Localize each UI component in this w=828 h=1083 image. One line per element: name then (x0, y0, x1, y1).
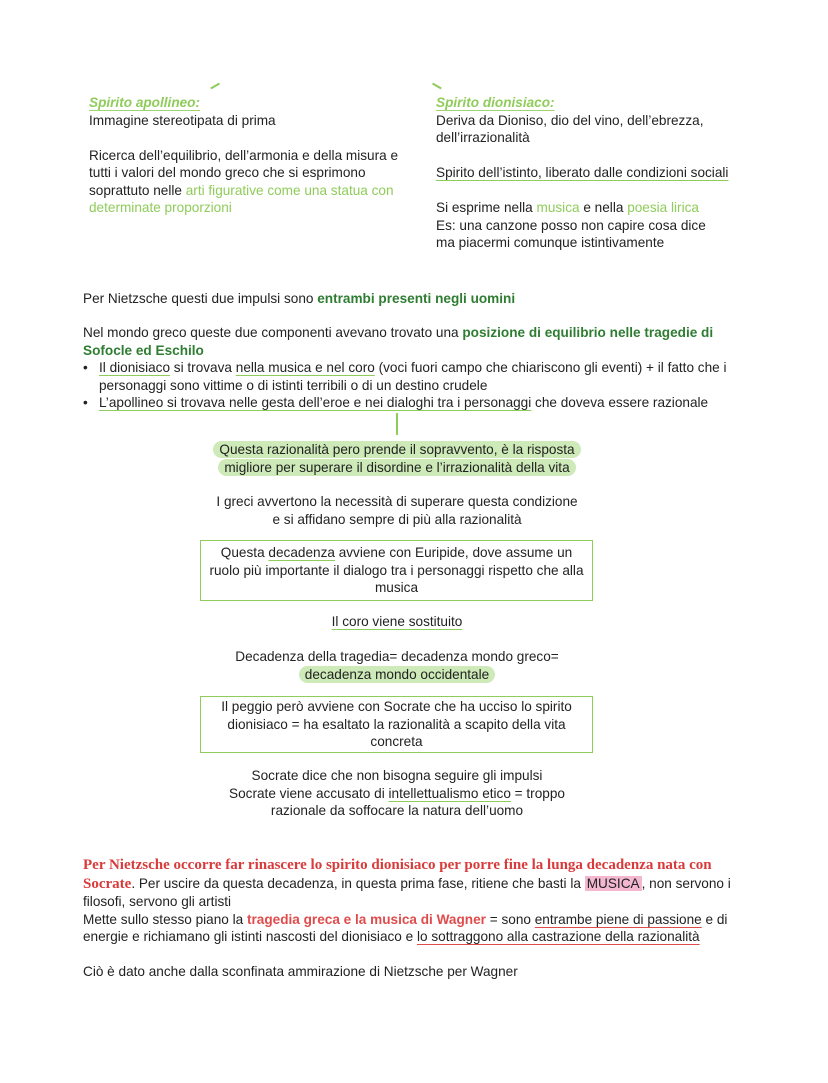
decor-tick-left (210, 83, 219, 89)
final-p2-a: Mette sullo stesso piano la (83, 911, 247, 927)
final-section (83, 856, 748, 981)
final-p1-rest: , non servono i filosofi, servono gli artisti (83, 875, 731, 909)
final-p2-passione: entrambe piene di passione (534, 911, 702, 927)
decadenza-highlight: decadenza mondo occidentale (299, 666, 495, 683)
final-musica: MUSICA (586, 875, 640, 891)
socrate-line-2-c: = troppo (510, 785, 565, 801)
dionisiaco-p3-text: Si esprime nella (436, 200, 537, 215)
final-p2-wagner: tragedia greca e la musica di Wagner (246, 911, 486, 927)
bullet-1-subject: Il dionisiaco (99, 360, 171, 375)
final-p2-e: e di energie e richiamano gli istinti nascosti del dionisiaco e (83, 911, 728, 944)
dionisiaco-para3 (436, 199, 736, 217)
dionisiaco-section (436, 94, 736, 252)
dionisiaco-example-1: Es: una canzone posso non capire cosa dice (436, 217, 706, 233)
socrate-box (200, 696, 593, 753)
apollineo-section (89, 94, 399, 217)
bullet-1-highlight: nella musica e nel coro (235, 360, 375, 375)
coro-line (198, 613, 596, 631)
greek-paragraph (83, 324, 763, 359)
apollineo-line1: Immagine stereotipata di prima (89, 112, 276, 128)
nietzsche-line (83, 290, 515, 308)
nietzsche-text: Per Nietzsche questi due impulsi sono (83, 291, 318, 306)
highlight-text-2: migliore per superare il disordine e l’irrazionalità della vita (218, 459, 575, 476)
bullet-1-text: si trovava (170, 360, 236, 375)
euripide-decadenza: decadenza (268, 545, 335, 560)
decadenza-block (198, 648, 596, 683)
greek-text: Nel mondo greco queste due componenti avevano trovato una (83, 325, 463, 340)
dionisiaco-example-2: ma piacermi comunque istintivamente (436, 235, 665, 250)
bullet-2-highlight: L’apollineo si trovava nelle gesta dell’eroe e nei dialoghi tra i personaggi (99, 395, 532, 410)
euripide-text-a: Questa (220, 545, 269, 560)
decor-tick-right (432, 83, 441, 89)
bullet-text (99, 359, 773, 394)
bullet-dot: • (83, 395, 88, 410)
greci-line-2: e si affidano sempre di più alla razionalità (272, 511, 522, 527)
final-paragraph-2 (83, 911, 748, 946)
greek-highlight: posizione di equilibrio nelle tragedie di Sofocle ed Eschilo (83, 325, 714, 358)
apollineo-paragraph (89, 147, 399, 217)
highlight-line-1 (198, 441, 596, 459)
bullet-item-apollineo (83, 394, 773, 412)
euripide-text (205, 544, 588, 597)
apollineo-highlight: arti figurative come una statua con determinate proporzioni (89, 182, 394, 215)
bullet-list (83, 359, 773, 412)
dionisiaco-title: Spirito dionisiaco: (436, 95, 555, 110)
final-paragraph-1 (83, 856, 748, 911)
final-p2-c: = sono (485, 911, 535, 927)
apollineo-text: Ricerca dell’equilibrio, dell’armonia e della misura e tutti i valori del mondo greco che si esprimono soprattuto nelle (89, 147, 399, 198)
socrate-line-1: Socrate dice che non bisogna seguire gli impulsi (251, 768, 543, 783)
final-paragraph-3: Ciò è dato anche dalla sconfinata ammirazione di Nietzsche per Wagner (83, 964, 518, 979)
dionisiaco-music: musica (536, 200, 580, 215)
bullet-text (99, 394, 708, 412)
bullet-2-rest: che doveva essere razionale (531, 395, 709, 410)
euripide-box (200, 540, 593, 601)
socrate-line-2-a: Socrate viene accusato di (229, 785, 389, 801)
socrate-block (198, 767, 596, 820)
euripide-text-c: avviene con Euripide, dove assume un ruolo più importante il dialogo tra i personaggi rispetto che alla musica (209, 545, 584, 595)
dionisiaco-line1: Deriva da Dioniso, dio del vino, dell’ebrezza, dell’irrazionalità (436, 112, 704, 145)
final-p1-text: . Per uscire da questa decadenza, in questa prima fase, ritiene che basti la (131, 875, 585, 891)
decadenza-line-2 (198, 666, 596, 684)
greci-line-1: I greci avvertono la necessità di superare questa condizione (216, 494, 578, 509)
highlight-text-1: Questa razionalità pero prende il sopravvento, è la risposta (213, 441, 580, 458)
socrate-box-text: Il peggio però avviene con Socrate che ha ucciso lo spirito dionisiaco = ha esaltato la razionalità a scapito della vita concreta (221, 699, 572, 749)
bullet-1-rest: (voci fuori campo che chiariscono gli eventi) + il fatto che i personaggi sono vittime o di istinti terribili o di un destino crudele (99, 360, 727, 393)
bullet-dot: • (83, 360, 88, 375)
coro-text: Il coro viene sostituito (331, 614, 463, 629)
highlight-line-2 (198, 459, 596, 477)
dionisiaco-poetry: poesia lirica (627, 200, 699, 215)
socrate-line-3: razionale da soffocare la natura dell’uomo (270, 803, 524, 818)
socrate-line-2 (198, 785, 596, 803)
final-serif-heading: Per Nietzsche occorre far rinascere lo spirito dionisiaco per porre fine la lunga decadenza nata con Socrate (83, 857, 712, 892)
connector-line (396, 413, 398, 435)
dionisiaco-p3-text2: e nella (579, 200, 628, 215)
socrate-intellettualismo: intellettualismo etico (388, 785, 511, 801)
nietzsche-highlight: entrambi presenti negli uomini (317, 291, 516, 306)
greci-paragraph (198, 493, 596, 528)
highlight-block-1 (198, 441, 596, 476)
final-p2-castrazione: lo sottraggono alla castrazione della razionalità (416, 929, 700, 944)
dionisiaco-para2: Spirito dell’istinto, liberato dalle condizioni sociali (436, 165, 729, 180)
bullet-item-dionisiaco (83, 359, 773, 394)
decadenza-line-1: Decadenza della tragedia= decadenza mondo greco= (235, 649, 559, 664)
apollineo-title: Spirito apollineo: (89, 95, 201, 110)
